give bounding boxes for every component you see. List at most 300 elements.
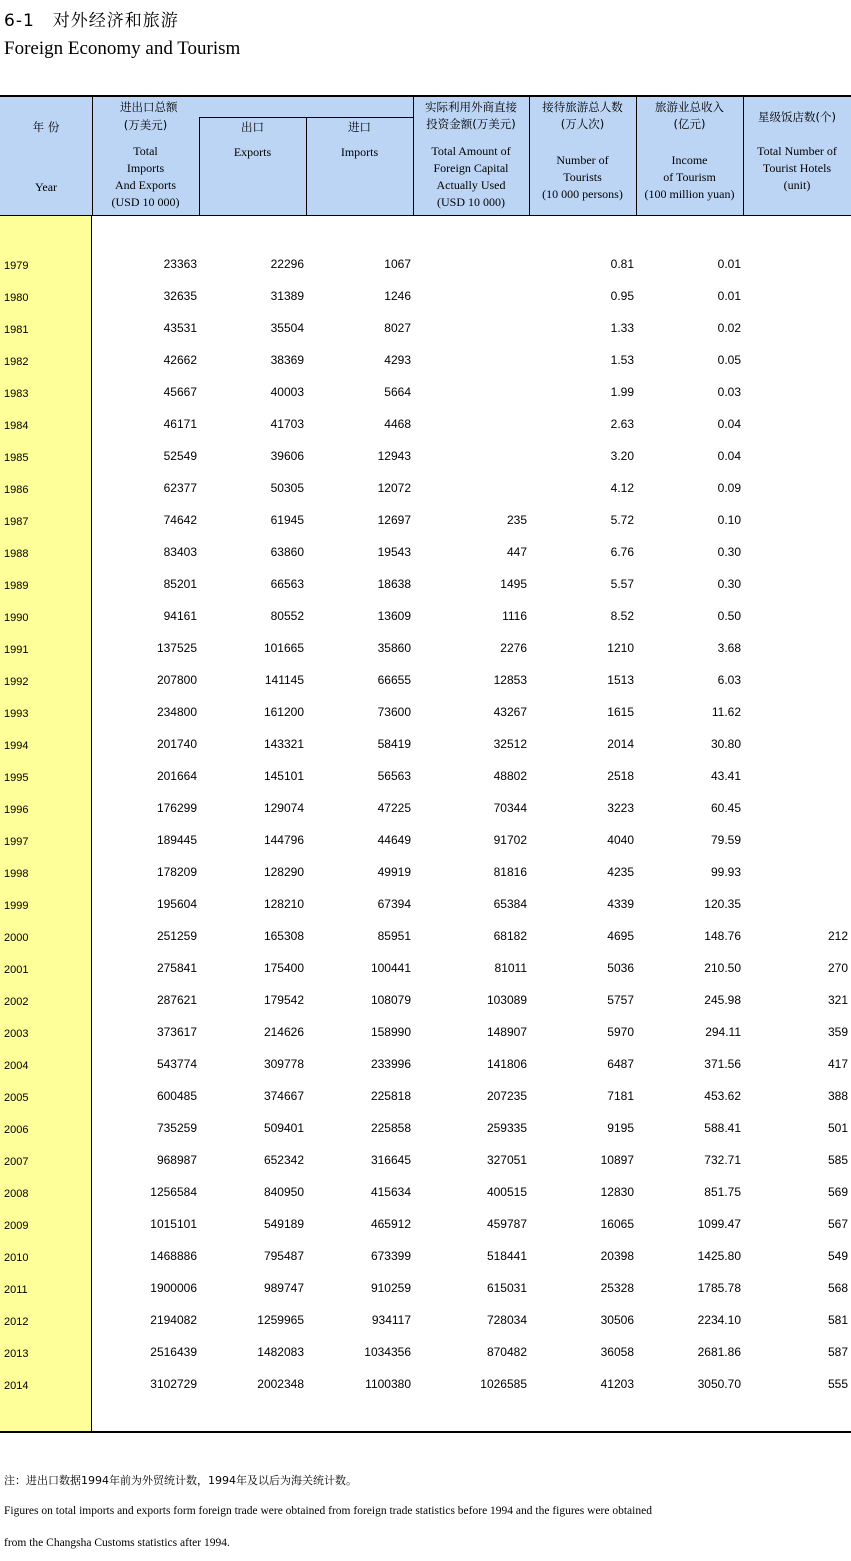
cell-year: 1986 <box>4 484 29 496</box>
cell-income: 453.62 <box>704 1089 741 1103</box>
cell-income: 30.80 <box>710 737 741 751</box>
cell-tourists: 2.63 <box>610 417 634 431</box>
cell-exports: 39606 <box>270 449 304 463</box>
cell-tourists: 41203 <box>600 1377 634 1391</box>
cell-imports: 910259 <box>370 1281 411 1295</box>
header-year-cn: 年 份 <box>32 120 60 134</box>
cell-year: 1981 <box>4 324 29 336</box>
table-row <box>0 280 851 312</box>
cell-total: 46171 <box>163 417 197 431</box>
cell-income: 0.01 <box>717 257 741 271</box>
cell-tourists: 2014 <box>607 737 634 751</box>
table-row <box>0 1336 851 1368</box>
cell-year: 1994 <box>4 740 29 752</box>
cell-exports: 128290 <box>263 865 304 879</box>
table-row <box>0 440 851 472</box>
cell-hotels: 581 <box>827 1313 848 1327</box>
page-title-english: Foreign Economy and Tourism <box>4 38 241 59</box>
cell-income: 588.41 <box>704 1121 741 1135</box>
table-row <box>0 792 851 824</box>
cell-imports: 67394 <box>377 897 411 911</box>
cell-total: 52549 <box>163 449 197 463</box>
table-row <box>0 568 851 600</box>
cell-hotels: 568 <box>827 1281 848 1295</box>
cell-hotels: 555 <box>827 1377 848 1391</box>
cell-tourists: 12830 <box>600 1185 634 1199</box>
cell-year: 2013 <box>4 1348 29 1360</box>
cell-tourists: 4695 <box>607 929 634 943</box>
cell-income: 60.45 <box>710 801 741 815</box>
cell-year: 2007 <box>4 1156 29 1168</box>
cell-imports: 415634 <box>370 1185 411 1199</box>
cell-exports: 128210 <box>263 897 304 911</box>
cell-tourists: 2518 <box>607 769 634 783</box>
cell-year: 1982 <box>4 356 29 368</box>
cell-tourists: 4235 <box>607 865 634 879</box>
cell-tourists: 16065 <box>600 1217 634 1231</box>
cell-fdi: 68182 <box>493 929 527 943</box>
cell-year: 1989 <box>4 580 29 592</box>
cell-exports: 309778 <box>263 1057 304 1071</box>
cell-exports: 35504 <box>270 321 304 335</box>
cell-income: 11.62 <box>711 705 741 719</box>
cell-year: 1985 <box>4 452 29 464</box>
cell-fdi: 1495 <box>500 577 527 591</box>
cell-income: 99.93 <box>710 865 741 879</box>
cell-tourists: 4.12 <box>610 481 634 495</box>
table-row <box>0 600 851 632</box>
cell-exports: 101665 <box>263 641 304 655</box>
cell-hotels: 501 <box>827 1121 848 1135</box>
table-row <box>0 664 851 696</box>
cell-tourists: 1.99 <box>610 385 634 399</box>
cell-hotels: 417 <box>827 1057 848 1071</box>
cell-year: 2011 <box>4 1284 28 1296</box>
table-row <box>0 344 851 376</box>
cell-tourists: 30506 <box>600 1313 634 1327</box>
cell-year: 2006 <box>4 1124 29 1136</box>
cell-fdi: 518441 <box>486 1249 527 1263</box>
cell-imports: 225858 <box>370 1121 411 1135</box>
table-row <box>0 1048 851 1080</box>
cell-tourists: 3.20 <box>610 449 634 463</box>
cell-year: 1999 <box>4 900 29 912</box>
cell-income: 3.68 <box>717 641 741 655</box>
cell-fdi: 459787 <box>486 1217 527 1231</box>
cell-fdi: 1026585 <box>480 1377 527 1391</box>
table-row <box>0 1016 851 1048</box>
header-hotels-en: Total Number of Tourist Hotels (unit) <box>757 144 837 192</box>
header-exports-en: Exports <box>233 145 272 159</box>
table-row <box>0 472 851 504</box>
cell-total: 45667 <box>163 385 197 399</box>
cell-income: 3050.70 <box>697 1377 741 1391</box>
cell-year: 1979 <box>4 260 29 272</box>
cell-exports: 374667 <box>263 1089 304 1103</box>
cell-year: 2002 <box>4 996 29 1008</box>
cell-imports: 316645 <box>370 1153 411 1167</box>
cell-exports: 549189 <box>263 1217 304 1231</box>
cell-exports: 143321 <box>263 737 304 751</box>
cell-imports: 4468 <box>384 417 411 431</box>
cell-total: 43531 <box>163 321 197 335</box>
cell-imports: 35860 <box>377 641 411 655</box>
cell-total: 2194082 <box>150 1313 197 1327</box>
cell-tourists: 6.76 <box>610 545 634 559</box>
cell-exports: 38369 <box>270 353 304 367</box>
cell-income: 851.75 <box>704 1185 741 1199</box>
cell-year: 2008 <box>4 1188 29 1200</box>
cell-imports: 5664 <box>384 385 411 399</box>
cell-income: 0.09 <box>717 481 741 495</box>
cell-hotels: 569 <box>827 1185 848 1199</box>
cell-year: 2001 <box>4 964 29 976</box>
cell-exports: 61945 <box>270 513 304 527</box>
cell-exports: 129074 <box>263 801 304 815</box>
cell-imports: 1034356 <box>364 1345 411 1359</box>
cell-total: 968987 <box>156 1153 197 1167</box>
cell-hotels: 585 <box>827 1153 848 1167</box>
table-row <box>0 312 851 344</box>
header-income-cn: 旅游业总收入 (亿元) <box>655 100 724 131</box>
cell-total: 275841 <box>156 961 197 975</box>
cell-year: 2005 <box>4 1092 29 1104</box>
cell-income: 210.50 <box>704 961 741 975</box>
table-header <box>0 95 851 216</box>
table-row <box>0 1144 851 1176</box>
cell-imports: 1246 <box>384 289 411 303</box>
cell-total: 62377 <box>163 481 197 495</box>
cell-total: 74642 <box>163 513 197 527</box>
table-row <box>0 856 851 888</box>
cell-fdi: 141806 <box>486 1057 527 1071</box>
cell-exports: 31389 <box>270 289 304 303</box>
cell-year: 1998 <box>4 868 29 880</box>
cell-total: 1256584 <box>150 1185 197 1199</box>
cell-hotels: 321 <box>827 993 848 1007</box>
cell-exports: 165308 <box>263 929 304 943</box>
cell-year: 1984 <box>4 420 29 432</box>
cell-income: 79.59 <box>710 833 741 847</box>
cell-total: 32635 <box>163 289 197 303</box>
table-bottom-rule <box>0 1431 851 1433</box>
cell-income: 0.05 <box>717 353 741 367</box>
cell-year: 2010 <box>4 1252 29 1264</box>
cell-tourists: 5036 <box>607 961 634 975</box>
cell-tourists: 4339 <box>607 897 634 911</box>
cell-imports: 12072 <box>377 481 411 495</box>
cell-exports: 40003 <box>270 385 304 399</box>
note-english-line-2: from the Changsha Customs statistics after 1994. <box>4 1537 230 1549</box>
cell-fdi: 148907 <box>486 1025 527 1039</box>
table-row <box>0 632 851 664</box>
cell-year: 1990 <box>4 612 29 624</box>
table-row <box>0 984 851 1016</box>
cell-fdi: 43267 <box>493 705 527 719</box>
cell-exports: 22296 <box>270 257 304 271</box>
cell-exports: 840950 <box>263 1185 304 1199</box>
header-total-en: Total Imports And Exports (USD 10 000) <box>111 144 180 209</box>
note-english-line-1: Figures on total imports and exports form foreign trade were obtained from foreign trade statistics before 1994 and the figures were obtained <box>4 1505 652 1517</box>
cell-year: 2003 <box>4 1028 29 1040</box>
cell-imports: 108079 <box>370 993 411 1007</box>
cell-income: 371.56 <box>704 1057 741 1071</box>
cell-year: 1991 <box>4 644 29 656</box>
table-row <box>0 1208 851 1240</box>
table-row <box>0 952 851 984</box>
cell-exports: 179542 <box>263 993 304 1007</box>
table-row <box>0 888 851 920</box>
header-exports-cn: 出口 <box>241 120 264 134</box>
cell-year: 1988 <box>4 548 29 560</box>
cell-imports: 18638 <box>377 577 411 591</box>
cell-tourists: 5.72 <box>610 513 634 527</box>
cell-exports: 795487 <box>263 1249 304 1263</box>
cell-exports: 80552 <box>270 609 304 623</box>
cell-total: 94161 <box>163 609 197 623</box>
cell-total: 1468886 <box>150 1249 197 1263</box>
cell-year: 2000 <box>4 932 29 944</box>
table-row <box>0 1272 851 1304</box>
cell-fdi: 259335 <box>486 1121 527 1135</box>
cell-tourists: 9195 <box>607 1121 634 1135</box>
cell-fdi: 447 <box>506 545 527 559</box>
table-row <box>0 1240 851 1272</box>
cell-fdi: 235 <box>506 513 527 527</box>
cell-income: 0.04 <box>717 417 741 431</box>
cell-imports: 934117 <box>371 1313 411 1327</box>
cell-year: 1995 <box>4 772 29 784</box>
cell-tourists: 7181 <box>607 1089 634 1103</box>
cell-income: 732.71 <box>704 1153 741 1167</box>
cell-hotels: 212 <box>827 929 848 943</box>
header-fdi-cn: 实际利用外商直接 投资金额(万美元) <box>425 100 517 131</box>
cell-tourists: 6487 <box>607 1057 634 1071</box>
table-row <box>0 376 851 408</box>
table-row <box>0 504 851 536</box>
cell-income: 245.98 <box>704 993 741 1007</box>
cell-fdi: 32512 <box>493 737 527 751</box>
cell-exports: 175400 <box>263 961 304 975</box>
cell-hotels: 587 <box>827 1345 848 1359</box>
cell-income: 294.11 <box>705 1025 741 1039</box>
cell-imports: 4293 <box>384 353 411 367</box>
cell-tourists: 1615 <box>607 705 634 719</box>
cell-total: 176299 <box>156 801 197 815</box>
table-row <box>0 1368 851 1400</box>
cell-exports: 214626 <box>263 1025 304 1039</box>
page-title-chinese: 6-1 对外经济和旅游 <box>4 11 179 31</box>
cell-fdi: 65384 <box>493 897 527 911</box>
cell-tourists: 20398 <box>600 1249 634 1263</box>
cell-total: 1015101 <box>150 1217 197 1231</box>
cell-year: 1980 <box>4 292 29 304</box>
header-year-en: Year <box>34 180 58 194</box>
cell-hotels: 549 <box>827 1249 848 1263</box>
cell-total: 201664 <box>156 769 197 783</box>
cell-imports: 158990 <box>370 1025 411 1039</box>
cell-tourists: 25328 <box>600 1281 634 1295</box>
cell-imports: 66655 <box>377 673 411 687</box>
cell-exports: 144796 <box>263 833 304 847</box>
table-body <box>0 248 851 1400</box>
header-fdi-en: Total Amount of Foreign Capital Actually Used (USD 10 000) <box>431 144 511 209</box>
cell-exports: 509401 <box>263 1121 304 1135</box>
cell-total: 2516439 <box>150 1345 197 1359</box>
table-row <box>0 1080 851 1112</box>
cell-total: 735259 <box>156 1121 197 1135</box>
cell-imports: 673399 <box>370 1249 411 1263</box>
cell-total: 83403 <box>163 545 197 559</box>
cell-income: 1425.80 <box>697 1249 741 1263</box>
cell-imports: 19543 <box>377 545 411 559</box>
cell-tourists: 1513 <box>607 673 634 687</box>
cell-imports: 49919 <box>377 865 411 879</box>
cell-fdi: 400515 <box>486 1185 527 1199</box>
cell-exports: 141145 <box>264 673 304 687</box>
cell-total: 178209 <box>156 865 197 879</box>
header-tourists-cn: 接待旅游总人数 (万人次) <box>542 100 623 131</box>
cell-year: 1996 <box>4 804 29 816</box>
table-row <box>0 920 851 952</box>
cell-total: 85201 <box>163 577 197 591</box>
cell-imports: 100441 <box>370 961 411 975</box>
cell-fdi: 91702 <box>493 833 527 847</box>
cell-total: 3102729 <box>150 1377 197 1391</box>
table-row <box>0 696 851 728</box>
cell-total: 373617 <box>156 1025 197 1039</box>
cell-tourists: 5970 <box>607 1025 634 1039</box>
cell-tourists: 5.57 <box>610 577 634 591</box>
cell-fdi: 728034 <box>486 1313 527 1327</box>
table-row <box>0 248 851 280</box>
table-row <box>0 728 851 760</box>
cell-hotels: 567 <box>827 1217 848 1231</box>
cell-exports: 652342 <box>263 1153 304 1167</box>
cell-income: 0.01 <box>717 289 741 303</box>
cell-imports: 225818 <box>370 1089 411 1103</box>
cell-total: 42662 <box>163 353 197 367</box>
cell-income: 1099.47 <box>697 1217 741 1231</box>
cell-tourists: 1.33 <box>610 321 634 335</box>
cell-fdi: 2276 <box>500 641 527 655</box>
cell-fdi: 207235 <box>486 1089 527 1103</box>
cell-imports: 85951 <box>377 929 411 943</box>
cell-year: 1997 <box>4 836 29 848</box>
cell-total: 207800 <box>156 673 197 687</box>
cell-fdi: 81816 <box>493 865 527 879</box>
cell-exports: 41703 <box>270 417 304 431</box>
cell-imports: 12697 <box>377 513 411 527</box>
cell-income: 6.03 <box>717 673 741 687</box>
cell-exports: 1259965 <box>257 1313 304 1327</box>
cell-year: 2012 <box>4 1316 29 1328</box>
table-row <box>0 824 851 856</box>
cell-tourists: 5757 <box>607 993 634 1007</box>
cell-imports: 8027 <box>384 321 411 335</box>
cell-imports: 13609 <box>377 609 411 623</box>
cell-total: 600485 <box>156 1089 197 1103</box>
header-income-en: Income of Tourism (100 million yuan) <box>644 153 735 201</box>
cell-hotels: 388 <box>827 1089 848 1103</box>
header-tourists-en: Number of Tourists (10 000 persons) <box>542 153 623 201</box>
cell-year: 1992 <box>4 676 29 688</box>
cell-exports: 50305 <box>270 481 304 495</box>
table-row <box>0 536 851 568</box>
cell-tourists: 36058 <box>600 1345 634 1359</box>
cell-total: 1900006 <box>150 1281 197 1295</box>
cell-tourists: 3223 <box>607 801 634 815</box>
cell-total: 195604 <box>156 897 197 911</box>
note-chinese: 注：进出口数据1994年前为外贸统计数，1994年及以后为海关统计数。 <box>4 1474 357 1487</box>
header-imports-en: Imports <box>340 145 379 159</box>
cell-hotels: 270 <box>827 961 848 975</box>
cell-exports: 161200 <box>263 705 304 719</box>
cell-imports: 56563 <box>377 769 411 783</box>
cell-tourists: 4040 <box>607 833 634 847</box>
cell-income: 0.10 <box>717 513 741 527</box>
header-total-cn: 进出口总额 <box>120 100 178 114</box>
cell-fdi: 12853 <box>493 673 527 687</box>
cell-income: 43.41 <box>710 769 741 783</box>
cell-imports: 73600 <box>377 705 411 719</box>
header-imports-cn: 进口 <box>348 120 371 134</box>
cell-fdi: 615031 <box>486 1281 527 1295</box>
cell-exports: 1482083 <box>257 1345 304 1359</box>
cell-total: 189445 <box>156 833 197 847</box>
cell-year: 1983 <box>4 388 29 400</box>
cell-exports: 66563 <box>270 577 304 591</box>
table-row <box>0 760 851 792</box>
cell-exports: 2002348 <box>257 1377 304 1391</box>
header-hotels-cn: 星级饭店数(个) <box>758 110 836 124</box>
cell-tourists: 1.53 <box>610 353 634 367</box>
cell-imports: 465912 <box>370 1217 411 1231</box>
cell-income: 1785.78 <box>697 1281 741 1295</box>
cell-income: 2234.10 <box>697 1313 741 1327</box>
cell-imports: 58419 <box>377 737 411 751</box>
cell-fdi: 103089 <box>486 993 527 1007</box>
table-row <box>0 1176 851 1208</box>
cell-total: 287621 <box>156 993 197 1007</box>
cell-year: 2004 <box>4 1060 29 1072</box>
cell-imports: 1067 <box>384 257 411 271</box>
cell-imports: 12943 <box>377 449 411 463</box>
cell-total: 201740 <box>156 737 197 751</box>
cell-tourists: 1210 <box>607 641 634 655</box>
cell-income: 0.30 <box>717 545 741 559</box>
cell-tourists: 8.52 <box>610 609 634 623</box>
cell-tourists: 0.81 <box>610 257 634 271</box>
cell-total: 251259 <box>156 929 197 943</box>
cell-exports: 63860 <box>270 545 304 559</box>
cell-income: 0.50 <box>717 609 741 623</box>
cell-imports: 233996 <box>370 1057 411 1071</box>
cell-income: 120.35 <box>704 897 741 911</box>
cell-tourists: 0.95 <box>610 289 634 303</box>
cell-income: 2681.86 <box>697 1345 741 1359</box>
table-row <box>0 1304 851 1336</box>
cell-total: 137525 <box>156 641 197 655</box>
cell-fdi: 1116 <box>502 609 527 623</box>
cell-income: 0.04 <box>717 449 741 463</box>
cell-year: 2014 <box>4 1380 29 1392</box>
cell-tourists: 10897 <box>600 1153 634 1167</box>
cell-income: 0.02 <box>717 321 741 335</box>
table-row <box>0 1112 851 1144</box>
cell-hotels: 359 <box>827 1025 848 1039</box>
cell-year: 2009 <box>4 1220 29 1232</box>
